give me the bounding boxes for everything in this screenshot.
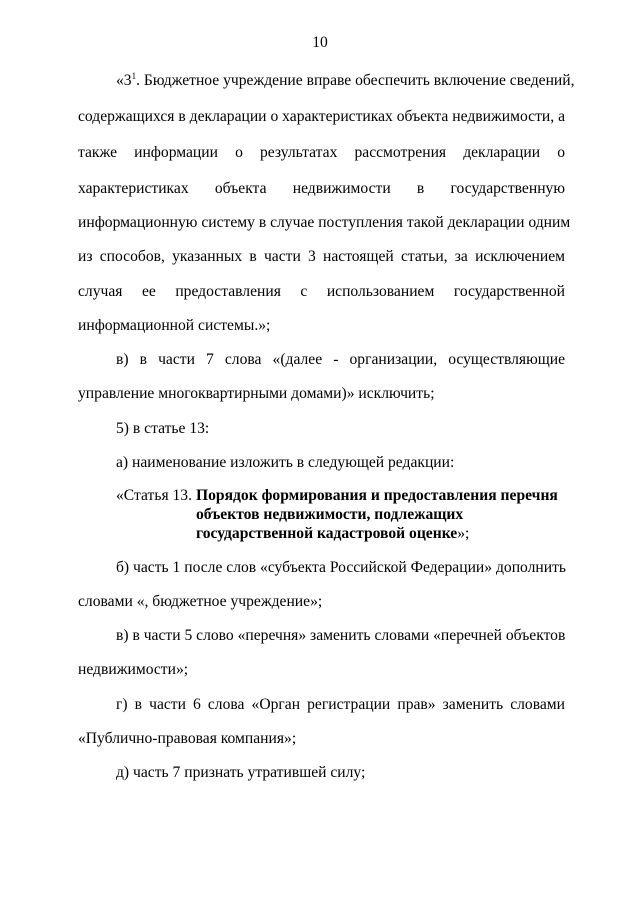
item-5: 5) в статье 13: [116, 420, 210, 437]
item-g-line-1: г) в части 6 слова «Орган регистрации прав» заменить словами [116, 696, 565, 713]
item-a: а) наименование изложить в следующей редакции: [116, 454, 455, 471]
paragraph-3-1-line-4: характеристиках объекта недвижимости в государственную [78, 180, 565, 197]
paragraph-3-1-line-3: также информации о результатах рассмотрения декларации о [78, 144, 565, 161]
item-v-part5-line-1: в) в части 5 слово «перечня» заменить словами «перечней объектов [116, 627, 566, 644]
article-13-title-line-1: Порядок формирования и предоставления перечня [196, 487, 558, 504]
paragraph-3-1-line-5: информационную систему в случае поступления такой декларации одним [78, 214, 571, 231]
item-b-line-1: б) часть 1 после слов «субъекта Российской Федерации» дополнить [116, 559, 567, 576]
paragraph-3-1-line-6: из способов, указанных в части 3 настоящей статьи, за исключением [78, 248, 565, 265]
item-v-part7-line-2: управление многоквартирными домами)» исключить; [78, 385, 435, 402]
article-13-prefix: «Статья 13. [116, 487, 193, 504]
article-13-title-line-2: объектов недвижимости, подлежащих [196, 506, 464, 523]
article-13-title-line-3-text: государственной кадастровой оценке [196, 525, 458, 542]
item-v-part5-line-2: недвижимости»; [78, 661, 189, 678]
item-v-part7-line-1: в) в части 7 слова «(далее - организации, осуществляющие [116, 351, 565, 368]
paragraph-3-1-superscript: 1 [131, 71, 137, 81]
article-13-suffix: »; [457, 525, 470, 542]
article-13-title-line-3 [196, 525, 469, 543]
page-number: 10 [312, 34, 328, 51]
paragraph-3-1-prefix: «3 [116, 72, 132, 89]
item-d: д) часть 7 признать утратившей силу; [116, 764, 366, 781]
item-b-line-2: словами «, бюджетное учреждение»; [78, 593, 323, 610]
paragraph-3-1-line-2: содержащихся в декларации о характеристиках объекта недвижимости, а [78, 108, 565, 125]
item-g-line-2: «Публично-правовая компания»; [78, 730, 297, 747]
paragraph-3-1-line-7: случая ее предоставления с использованием государственной [78, 283, 565, 300]
paragraph-3-1-line-1-text: . Бюджетное учреждение вправе обеспечить включение сведений, [136, 72, 575, 89]
paragraph-3-1-line-8: информационной системы.»; [78, 317, 271, 334]
paragraph-3-1-line-1 [116, 71, 575, 90]
